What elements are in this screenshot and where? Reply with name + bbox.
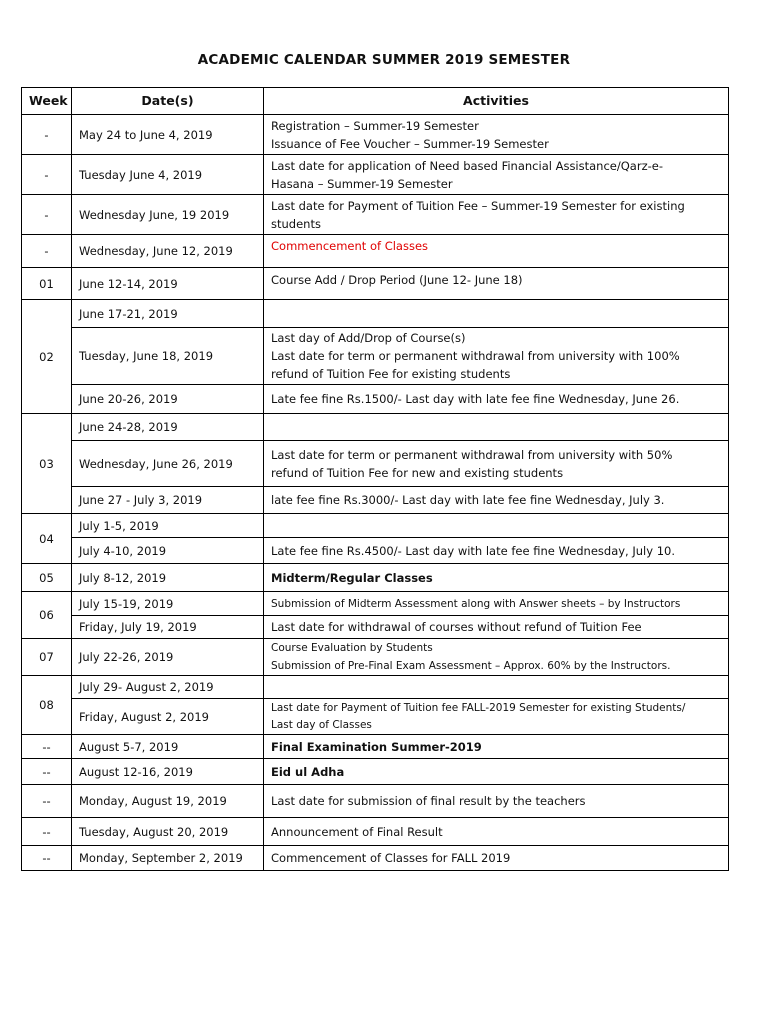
table-row [22, 759, 729, 785]
academic-calendar-table [21, 87, 729, 871]
date-cell: July 22-26, 2019 [72, 639, 264, 676]
activity-cell [264, 639, 729, 676]
table-row [22, 514, 729, 538]
table-row [22, 639, 729, 676]
activity-cell [264, 538, 729, 564]
date-cell: Monday, August 19, 2019 [72, 785, 264, 818]
header-row [22, 88, 729, 115]
week-cell: -- [22, 846, 72, 871]
week-cell: - [22, 155, 72, 195]
table-row [22, 616, 729, 639]
activity-line: Last date for term or permanent withdrawal from university with 100% [271, 349, 680, 363]
week-cell: - [22, 235, 72, 268]
date-cell: Tuesday June 4, 2019 [72, 155, 264, 195]
activity-line: refund of Tuition Fee for existing students [271, 367, 511, 381]
table-row [22, 538, 729, 564]
activity-cell [264, 414, 729, 441]
week-cell: - [22, 115, 72, 155]
date-cell: Wednesday, June 26, 2019 [72, 441, 264, 487]
date-cell: July 8-12, 2019 [72, 564, 264, 592]
activity-line: Late fee fine Rs.1500/- Last day with late fee fine Wednesday, June 26. [271, 392, 680, 406]
date-cell: May 24 to June 4, 2019 [72, 115, 264, 155]
week-cell: -- [22, 759, 72, 785]
week-cell: 03 [22, 414, 72, 514]
date-cell: June 20-26, 2019 [72, 385, 264, 414]
week-cell: 06 [22, 592, 72, 639]
activity-line: Last date for withdrawal of courses without refund of Tuition Fee [271, 620, 642, 634]
page-title: ACADEMIC CALENDAR SUMMER 2019 SEMESTER [197, 52, 571, 68]
activity-line: Last date for term or permanent withdrawal from university with 50% [271, 447, 673, 462]
table-row [22, 115, 729, 155]
activity-cell [264, 616, 729, 639]
activity-line: Last date for Payment of Tuition Fee – Summer-19 Semester for existing [271, 198, 685, 213]
activity-cell [264, 441, 729, 487]
table-row [22, 441, 729, 487]
activity-line: Last day of Add/Drop of Course(s) [271, 331, 466, 345]
activity-line: Issuance of Fee Voucher – Summer-19 Semester [271, 136, 549, 151]
week-cell: -- [22, 818, 72, 846]
activity-line: Late fee fine Rs.4500/- Last day with late fee fine Wednesday, July 10. [271, 543, 675, 558]
activity-cell [264, 328, 729, 385]
table-row [22, 785, 729, 818]
activity-cell [264, 115, 729, 155]
activity-line: students [271, 216, 321, 231]
date-cell: Monday, September 2, 2019 [72, 846, 264, 871]
activity-cell [264, 564, 729, 592]
activity-cell [264, 268, 729, 300]
week-cell: 02 [22, 300, 72, 414]
week-cell: -- [22, 785, 72, 818]
date-cell: Friday, July 19, 2019 [72, 616, 264, 639]
activity-cell [264, 300, 729, 328]
activity-line: Eid ul Adha [271, 764, 345, 779]
date-cell: August 12-16, 2019 [72, 759, 264, 785]
activity-line: Hasana – Summer-19 Semester [271, 176, 453, 191]
week-cell: -- [22, 735, 72, 759]
table-row [22, 487, 729, 514]
activity-cell [264, 235, 729, 268]
activity-line: Course Evaluation by Students [271, 642, 433, 654]
date-cell: Tuesday, August 20, 2019 [72, 818, 264, 846]
week-cell: 01 [22, 268, 72, 300]
date-cell: June 12-14, 2019 [72, 268, 264, 300]
date-cell: Wednesday June, 19 2019 [72, 195, 264, 235]
activity-cell [264, 759, 729, 785]
table-row [22, 414, 729, 441]
activity-line: Course Add / Drop Period (June 12- June 18) [271, 273, 523, 287]
activity-line: Submission of Pre-Final Exam Assessment – Approx. 60% by the Instructors. [271, 660, 671, 672]
activity-line: Last date for submission of final result by the teachers [271, 794, 586, 808]
table-row [22, 846, 729, 871]
header-dates: Date(s) [72, 88, 264, 115]
date-cell: August 5-7, 2019 [72, 735, 264, 759]
table-row [22, 328, 729, 385]
table-row [22, 155, 729, 195]
table-row [22, 300, 729, 328]
week-cell: 08 [22, 676, 72, 735]
activity-line: Last date for application of Need based Financial Assistance/Qarz-e- [271, 158, 663, 173]
date-cell: June 24-28, 2019 [72, 414, 264, 441]
activity-line: Final Examination Summer-2019 [271, 739, 482, 754]
table-row [22, 564, 729, 592]
activity-line: Registration – Summer-19 Semester [271, 118, 479, 133]
date-cell: June 27 - July 3, 2019 [72, 487, 264, 514]
activity-cell [264, 155, 729, 195]
header-week: Week [22, 88, 72, 115]
activity-cell [264, 514, 729, 538]
week-cell: 05 [22, 564, 72, 592]
week-cell: - [22, 195, 72, 235]
week-cell: 07 [22, 639, 72, 676]
activity-line: refund of Tuition Fee for new and existing students [271, 465, 564, 480]
date-cell: July 29- August 2, 2019 [72, 676, 264, 699]
table-row [22, 195, 729, 235]
activity-cell [264, 385, 729, 414]
activity-line: Midterm/Regular Classes [271, 570, 433, 585]
table-row [22, 235, 729, 268]
date-cell: Friday, August 2, 2019 [72, 699, 264, 735]
activity-line: Announcement of Final Result [271, 824, 443, 839]
activity-line: Submission of Midterm Assessment along with Answer sheets – by Instructors [271, 597, 681, 610]
table-row [22, 699, 729, 735]
date-cell: July 4-10, 2019 [72, 538, 264, 564]
activity-cell [264, 785, 729, 818]
header-activities: Activities [264, 88, 729, 115]
activity-line: late fee fine Rs.3000/- Last day with late fee fine Wednesday, July 3. [271, 493, 665, 507]
date-cell: June 17-21, 2019 [72, 300, 264, 328]
activity-cell [264, 592, 729, 616]
date-cell: Tuesday, June 18, 2019 [72, 328, 264, 385]
table-row [22, 676, 729, 699]
activity-cell [264, 818, 729, 846]
activity-line: Commencement of Classes for FALL 2019 [271, 851, 511, 865]
activity-cell [264, 195, 729, 235]
table-row [22, 385, 729, 414]
activity-cell [264, 676, 729, 699]
activity-cell [264, 487, 729, 514]
table-row [22, 735, 729, 759]
date-cell: Wednesday, June 12, 2019 [72, 235, 264, 268]
week-cell: 04 [22, 514, 72, 564]
activity-cell [264, 699, 729, 735]
activity-line: Last date for Payment of Tuition fee FALL-2019 Semester for existing Students/ [271, 701, 686, 714]
date-cell: July 15-19, 2019 [72, 592, 264, 616]
activity-line-commencement: Commencement of Classes [271, 239, 429, 253]
table-row [22, 592, 729, 616]
activity-cell [264, 846, 729, 871]
activity-line: Last day of Classes [271, 718, 372, 731]
activity-cell [264, 735, 729, 759]
table-row [22, 268, 729, 300]
date-cell: July 1-5, 2019 [72, 514, 264, 538]
table-row [22, 818, 729, 846]
